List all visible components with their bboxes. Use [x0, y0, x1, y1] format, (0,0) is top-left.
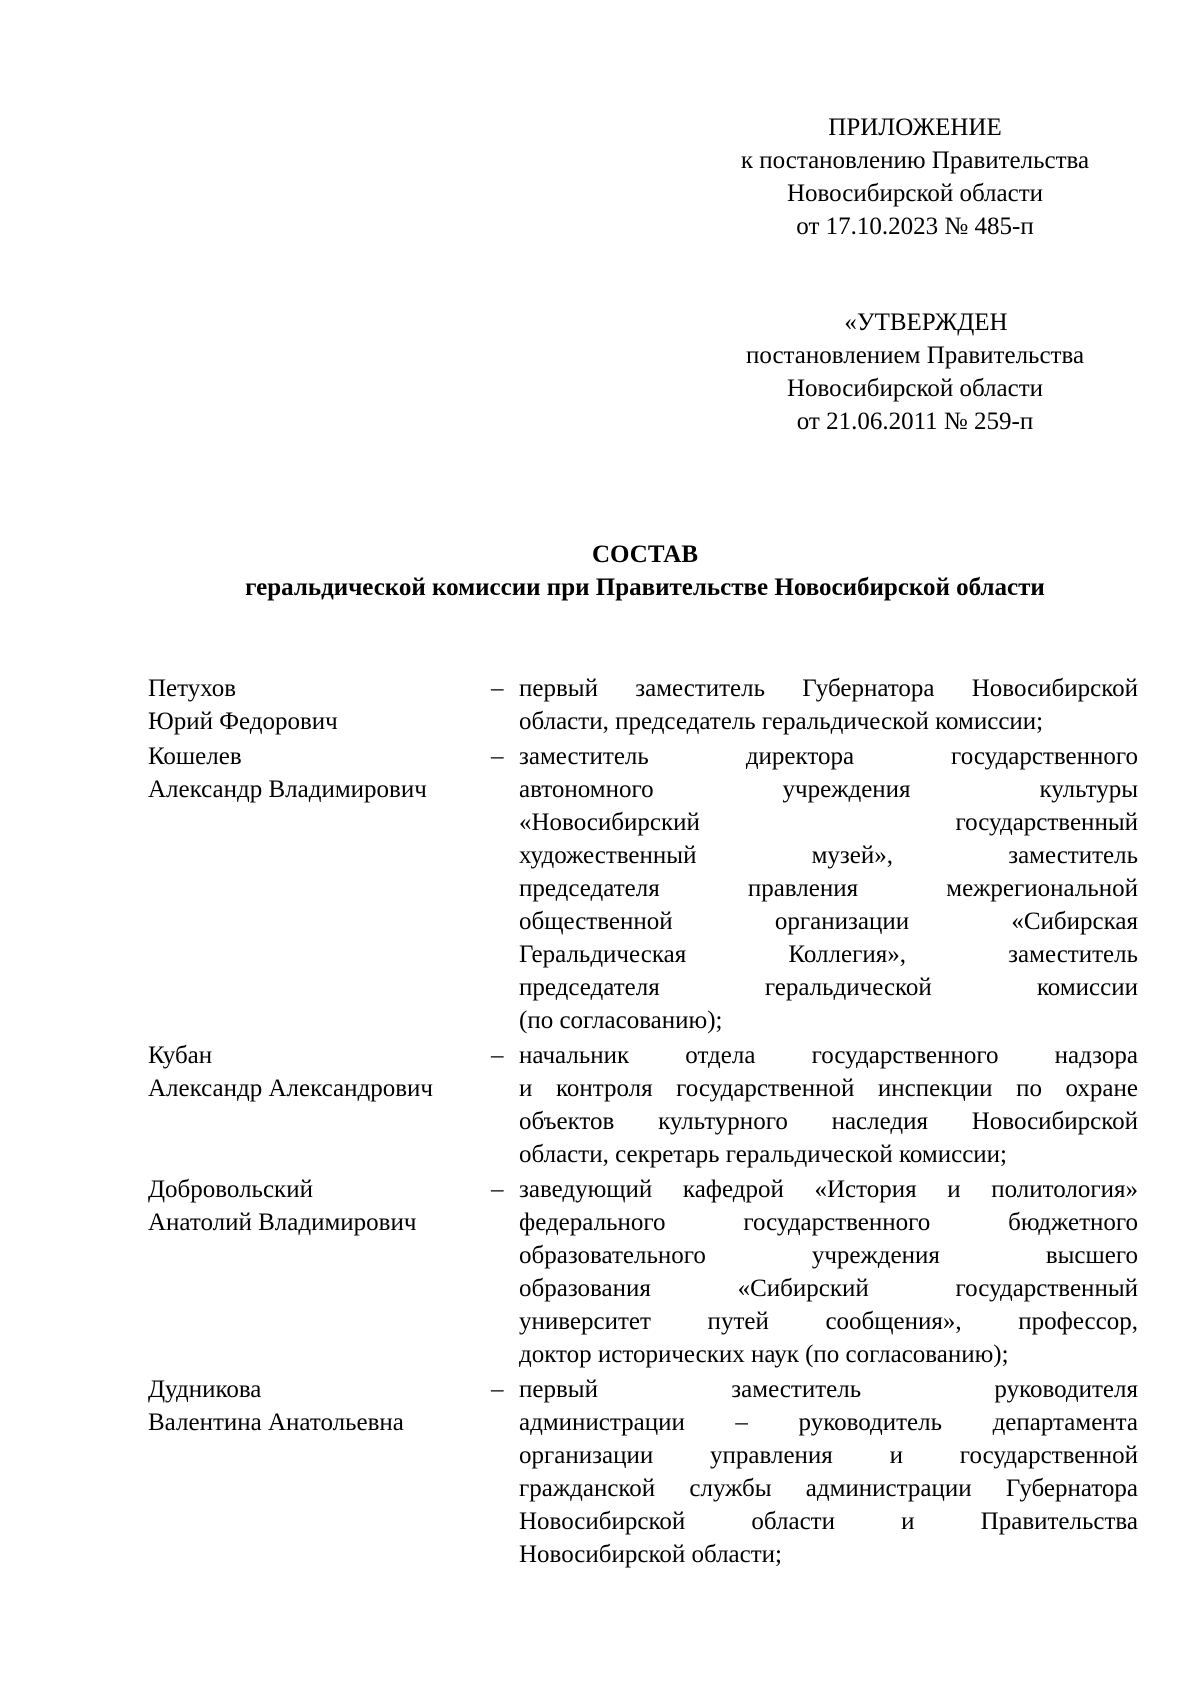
member-surname: Кошелев	[148, 743, 242, 770]
document-title	[0, 538, 1200, 604]
position-line: области, секретарь геральдической комиссии;	[519, 1141, 1007, 1168]
position-line: объектов культурного наследия Новосибирской	[519, 1108, 1138, 1135]
member-surname: Добровольский	[148, 1176, 313, 1203]
title-subheading: геральдической комиссии при Правительстве Новосибирской области	[245, 574, 1045, 601]
appendix-date-number: от 17.10.2023 № 485-п	[796, 213, 1034, 240]
member-surname: Дудникова	[148, 1376, 262, 1403]
position-line: области, председатель геральдической комиссии;	[519, 708, 1044, 735]
member-given-names: Юрий Федорович	[148, 708, 338, 735]
position-line: и контроля государственной инспекции по охране	[519, 1075, 1138, 1102]
position-line: администрации – руководитель департамента	[519, 1409, 1138, 1436]
member-name	[148, 1373, 488, 1439]
position-line: заместитель директора государственного	[519, 743, 1138, 770]
position-line: первый заместитель Губернатора Новосибирской	[519, 675, 1138, 702]
position-line: художественный музей», заместитель	[519, 842, 1138, 869]
position-line: доктор исторических наук (по согласованию);	[519, 1341, 1009, 1368]
appendix-heading: ПРИЛОЖЕНИЕ	[828, 114, 1002, 141]
approval-resolution-line: постановлением Правительства	[745, 342, 1085, 369]
member-surname: Кубан	[148, 1042, 213, 1069]
position-line: заведующий кафедрой «История и политология»	[519, 1176, 1138, 1203]
member-position	[519, 1039, 1138, 1171]
position-line: начальник отдела государственного надзора	[519, 1042, 1138, 1069]
member-given-names: Александр Владимирович	[148, 776, 427, 803]
position-line: образовательного учреждения высшего	[519, 1242, 1138, 1269]
appendix-region-line: Новосибирской области	[786, 180, 1044, 207]
member-name	[148, 1039, 488, 1105]
member-row	[148, 740, 1138, 1037]
position-line: организации управления и государственной	[519, 1442, 1138, 1469]
member-position	[519, 672, 1138, 738]
member-name	[148, 740, 488, 806]
member-name	[148, 1173, 488, 1239]
member-position	[519, 1173, 1138, 1371]
approval-region-line: Новосибирской области	[786, 375, 1044, 402]
position-line: Новосибирской области;	[519, 1541, 783, 1568]
commission-members-list	[148, 672, 1138, 1573]
member-given-names: Анатолий Владимирович	[148, 1209, 417, 1236]
member-position	[519, 1373, 1138, 1571]
title-heading: СОСТАВ	[591, 541, 699, 568]
approval-heading: «УТВЕРЖДЕН	[844, 309, 1008, 336]
position-line: общественной организации «Сибирская	[519, 908, 1138, 935]
approval-date-number: от 21.06.2011 № 259-п	[796, 408, 1034, 435]
member-dash: –	[491, 743, 504, 770]
position-line: председателя правления межрегиональной	[519, 875, 1138, 902]
member-name	[148, 672, 488, 738]
member-dash: –	[491, 1176, 504, 1203]
position-line: Геральдическая Коллегия», заместитель	[519, 941, 1138, 968]
member-dash: –	[491, 1042, 504, 1069]
position-line: (по согласованию);	[519, 1007, 723, 1034]
member-dash: –	[491, 675, 504, 702]
position-line: гражданской службы администрации Губернатора	[519, 1475, 1138, 1502]
member-row	[148, 1173, 1138, 1371]
position-line: образования «Сибирский государственный	[519, 1275, 1138, 1302]
position-line: автономного учреждения культуры	[519, 776, 1138, 803]
member-given-names: Валентина Анатольевна	[148, 1409, 404, 1436]
position-line: Новосибирской области и Правительства	[519, 1508, 1138, 1535]
appendix-stamp	[700, 111, 1130, 243]
position-line: федерального государственного бюджетного	[519, 1209, 1138, 1236]
member-row	[148, 672, 1138, 738]
approval-stamp	[700, 306, 1130, 438]
member-dash: –	[491, 1376, 504, 1403]
member-given-names: Александр Александрович	[148, 1075, 433, 1102]
member-position	[519, 740, 1138, 1037]
appendix-resolution-line: к постановлению Правительства	[740, 147, 1090, 174]
member-row	[148, 1373, 1138, 1571]
member-surname: Петухов	[148, 675, 237, 702]
position-line: первый заместитель руководителя	[519, 1376, 1138, 1403]
position-line: университет путей сообщения», профессор,	[519, 1308, 1138, 1335]
position-line: председателя геральдической комиссии	[519, 974, 1138, 1001]
member-row	[148, 1039, 1138, 1171]
position-line: «Новосибирский государственный	[519, 809, 1138, 836]
